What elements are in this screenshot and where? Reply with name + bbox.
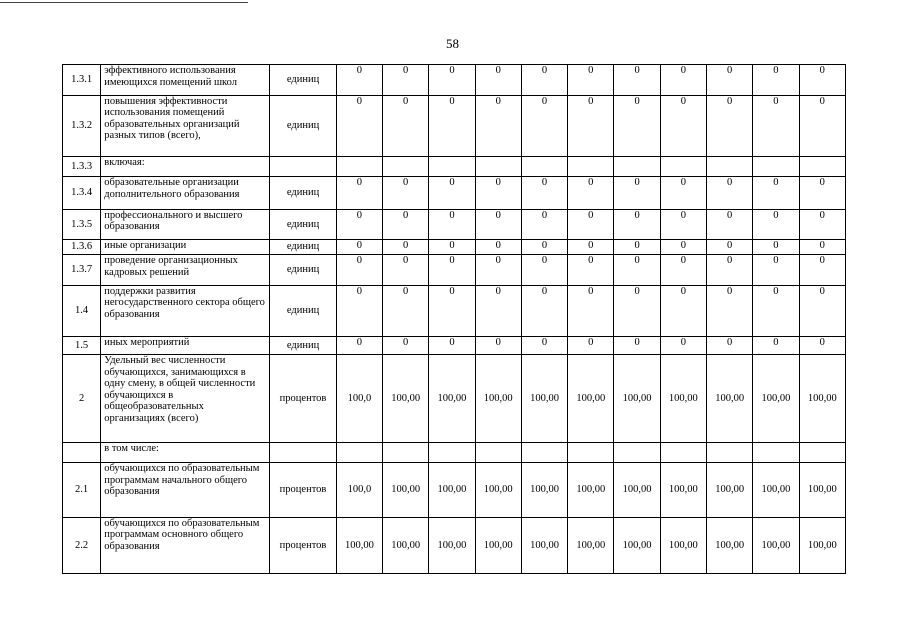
value-cell: 0 [521, 65, 567, 96]
value-cell: 0 [521, 240, 567, 255]
row-number: 1.5 [63, 336, 101, 354]
value-cell: 0 [799, 209, 845, 240]
row-description: образовательные организации дополнительного образования [101, 176, 270, 209]
value-cell: 0 [568, 255, 614, 286]
value-cell: 0 [799, 255, 845, 286]
table-row [63, 156, 846, 176]
row-unit [270, 156, 336, 176]
value-cell: 100,00 [383, 517, 429, 573]
row-number: 1.3.3 [63, 156, 101, 176]
value-cell [475, 156, 521, 176]
value-cell: 100,00 [383, 462, 429, 517]
value-cell: 0 [568, 285, 614, 336]
value-cell: 0 [475, 255, 521, 286]
value-cell: 0 [706, 255, 752, 286]
value-cell: 0 [336, 255, 382, 286]
value-cell [336, 156, 382, 176]
value-cell: 0 [475, 209, 521, 240]
table-row [63, 255, 846, 286]
table-row [63, 462, 846, 517]
value-cell: 100,00 [706, 355, 752, 443]
value-cell: 100,00 [799, 517, 845, 573]
value-cell: 0 [660, 95, 706, 156]
row-unit: единиц [270, 285, 336, 336]
value-cell: 0 [660, 65, 706, 96]
row-description: обучающихся по образовательным программам начального общего образования [101, 462, 270, 517]
table-row [63, 240, 846, 255]
value-cell: 0 [660, 336, 706, 354]
row-unit: единиц [270, 176, 336, 209]
row-number: 1.3.1 [63, 65, 101, 96]
value-cell: 0 [475, 95, 521, 156]
table-row [63, 355, 846, 443]
top-rule [0, 2, 248, 3]
value-cell: 0 [799, 285, 845, 336]
row-description: проведение организационных кадровых решений [101, 255, 270, 286]
value-cell: 0 [521, 176, 567, 209]
value-cell: 0 [521, 255, 567, 286]
row-number: 2 [63, 355, 101, 443]
value-cell: 0 [614, 336, 660, 354]
row-unit: единиц [270, 65, 336, 96]
value-cell: 0 [429, 65, 475, 96]
value-cell: 100,00 [521, 462, 567, 517]
value-cell: 0 [660, 240, 706, 255]
value-cell: 0 [429, 240, 475, 255]
row-unit: единиц [270, 240, 336, 255]
value-cell: 0 [429, 176, 475, 209]
row-description: повышения эффективности использования помещений образовательных организаций разных типов (всего), [101, 95, 270, 156]
value-cell: 0 [706, 209, 752, 240]
row-number: 1.3.2 [63, 95, 101, 156]
value-cell: 100,00 [429, 355, 475, 443]
value-cell: 0 [429, 336, 475, 354]
value-cell: 0 [383, 255, 429, 286]
value-cell: 0 [336, 336, 382, 354]
value-cell: 0 [706, 285, 752, 336]
value-cell: 0 [521, 336, 567, 354]
value-cell [429, 156, 475, 176]
indicator-table [62, 64, 846, 574]
table-row [63, 442, 846, 462]
value-cell: 0 [475, 65, 521, 96]
value-cell: 0 [336, 176, 382, 209]
value-cell [383, 156, 429, 176]
value-cell: 100,00 [753, 462, 799, 517]
value-cell: 0 [660, 255, 706, 286]
value-cell: 0 [568, 240, 614, 255]
value-cell: 0 [753, 240, 799, 255]
row-unit: единиц [270, 336, 336, 354]
value-cell [799, 442, 845, 462]
value-cell: 0 [383, 240, 429, 255]
value-cell: 0 [706, 240, 752, 255]
row-unit: процентов [270, 462, 336, 517]
row-description: иных мероприятий [101, 336, 270, 354]
value-cell: 0 [614, 240, 660, 255]
value-cell: 0 [799, 95, 845, 156]
value-cell: 0 [568, 336, 614, 354]
value-cell: 0 [336, 209, 382, 240]
row-number: 1.3.7 [63, 255, 101, 286]
value-cell: 100,00 [614, 462, 660, 517]
table-row [63, 517, 846, 573]
value-cell: 100,00 [660, 462, 706, 517]
value-cell: 100,00 [383, 355, 429, 443]
value-cell: 100,00 [614, 517, 660, 573]
value-cell: 0 [521, 285, 567, 336]
value-cell: 100,00 [799, 355, 845, 443]
value-cell: 0 [753, 95, 799, 156]
value-cell [706, 156, 752, 176]
page-number: 58 [446, 36, 459, 51]
value-cell [799, 156, 845, 176]
value-cell: 0 [568, 176, 614, 209]
value-cell [568, 442, 614, 462]
row-unit: единиц [270, 255, 336, 286]
row-description: иные организации [101, 240, 270, 255]
value-cell: 0 [336, 240, 382, 255]
row-unit: процентов [270, 355, 336, 443]
value-cell [706, 442, 752, 462]
row-description: профессионального и высшего образования [101, 209, 270, 240]
value-cell: 0 [383, 209, 429, 240]
value-cell [336, 442, 382, 462]
row-description: включая: [101, 156, 270, 176]
value-cell [475, 442, 521, 462]
value-cell: 0 [383, 65, 429, 96]
value-cell: 100,00 [660, 355, 706, 443]
row-number: 2.2 [63, 517, 101, 573]
value-cell: 0 [336, 95, 382, 156]
value-cell [383, 442, 429, 462]
row-unit: единиц [270, 95, 336, 156]
value-cell: 100,00 [706, 517, 752, 573]
value-cell: 0 [383, 95, 429, 156]
value-cell: 0 [614, 285, 660, 336]
value-cell [660, 442, 706, 462]
table-row [63, 65, 846, 96]
value-cell [753, 442, 799, 462]
row-unit [270, 442, 336, 462]
value-cell: 100,0 [336, 355, 382, 443]
value-cell: 100,00 [614, 355, 660, 443]
value-cell: 0 [568, 209, 614, 240]
value-cell: 100,00 [568, 355, 614, 443]
value-cell: 0 [799, 240, 845, 255]
value-cell [614, 442, 660, 462]
value-cell: 0 [475, 285, 521, 336]
row-number: 1.3.6 [63, 240, 101, 255]
value-cell: 100,00 [660, 517, 706, 573]
value-cell: 100,00 [429, 517, 475, 573]
value-cell [521, 156, 567, 176]
value-cell: 0 [383, 176, 429, 209]
value-cell: 0 [475, 240, 521, 255]
row-number: 1.3.4 [63, 176, 101, 209]
value-cell: 0 [706, 95, 752, 156]
value-cell: 0 [706, 336, 752, 354]
value-cell: 0 [521, 209, 567, 240]
row-number: 1.4 [63, 285, 101, 336]
value-cell: 0 [614, 65, 660, 96]
value-cell: 0 [614, 209, 660, 240]
row-description: эффективного использования имеющихся помещений школ [101, 65, 270, 96]
table-row [63, 336, 846, 354]
table-row [63, 176, 846, 209]
value-cell: 100,00 [475, 517, 521, 573]
value-cell: 0 [383, 336, 429, 354]
value-cell [660, 156, 706, 176]
value-cell: 100,00 [521, 517, 567, 573]
value-cell [568, 156, 614, 176]
value-cell: 0 [799, 176, 845, 209]
value-cell: 0 [753, 209, 799, 240]
value-cell: 100,00 [706, 462, 752, 517]
row-number [63, 442, 101, 462]
value-cell: 100,00 [429, 462, 475, 517]
row-description: обучающихся по образовательным программам основного общего образования [101, 517, 270, 573]
value-cell: 0 [753, 336, 799, 354]
value-cell: 0 [706, 176, 752, 209]
value-cell: 0 [614, 176, 660, 209]
value-cell: 0 [614, 95, 660, 156]
value-cell: 100,0 [336, 462, 382, 517]
value-cell [521, 442, 567, 462]
value-cell: 0 [660, 209, 706, 240]
value-cell: 0 [614, 255, 660, 286]
value-cell: 0 [429, 255, 475, 286]
value-cell [753, 156, 799, 176]
value-cell: 100,00 [336, 517, 382, 573]
value-cell: 0 [753, 176, 799, 209]
value-cell: 0 [660, 285, 706, 336]
value-cell: 0 [799, 336, 845, 354]
value-cell [614, 156, 660, 176]
value-cell: 0 [336, 65, 382, 96]
row-unit: единиц [270, 209, 336, 240]
row-unit: процентов [270, 517, 336, 573]
value-cell: 100,00 [568, 462, 614, 517]
value-cell: 100,00 [753, 517, 799, 573]
value-cell: 0 [706, 65, 752, 96]
value-cell: 0 [753, 285, 799, 336]
row-number: 2.1 [63, 462, 101, 517]
value-cell: 100,00 [753, 355, 799, 443]
value-cell: 100,00 [521, 355, 567, 443]
value-cell: 0 [429, 209, 475, 240]
value-cell: 100,00 [475, 462, 521, 517]
value-cell: 0 [429, 285, 475, 336]
value-cell: 0 [383, 285, 429, 336]
value-cell: 100,00 [475, 355, 521, 443]
value-cell: 100,00 [799, 462, 845, 517]
value-cell: 0 [753, 255, 799, 286]
value-cell: 0 [521, 95, 567, 156]
value-cell: 0 [568, 95, 614, 156]
value-cell: 0 [475, 336, 521, 354]
value-cell [429, 442, 475, 462]
value-cell: 100,00 [568, 517, 614, 573]
value-cell: 0 [660, 176, 706, 209]
value-cell: 0 [799, 65, 845, 96]
table-row [63, 285, 846, 336]
value-cell: 0 [753, 65, 799, 96]
row-description: поддержки развития негосударственного сектора общего образования [101, 285, 270, 336]
table-row [63, 209, 846, 240]
row-description: в том числе: [101, 442, 270, 462]
row-number: 1.3.5 [63, 209, 101, 240]
value-cell: 0 [568, 65, 614, 96]
value-cell: 0 [336, 285, 382, 336]
row-description: Удельный вес численности обучающихся, занимающихся в одну смену, в общей численности обучающихся в общеобразовательных организациях (всего) [101, 355, 270, 443]
value-cell: 0 [475, 176, 521, 209]
table-row [63, 95, 846, 156]
value-cell: 0 [429, 95, 475, 156]
